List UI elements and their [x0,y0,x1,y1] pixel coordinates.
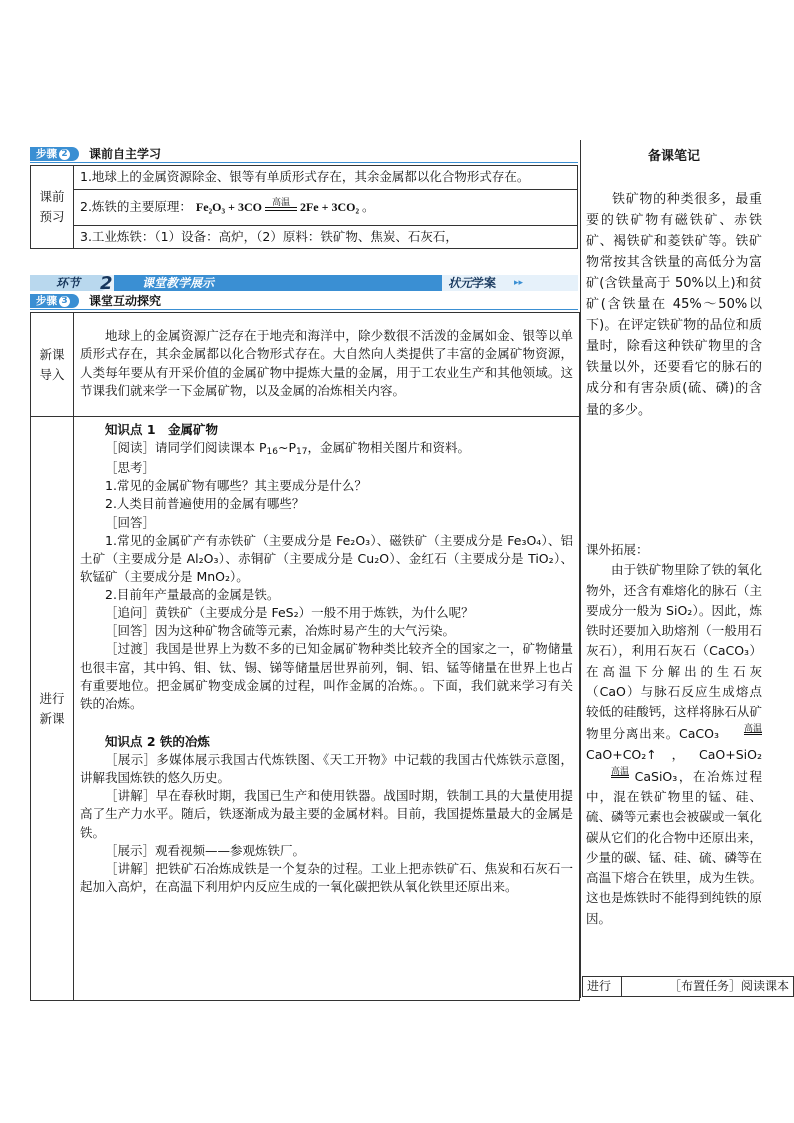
iron-smelting-equation: Fe₂O₃ + 3CO 高温 2Fe + 3CO₂ [195,197,360,214]
notes-paragraph: 铁矿物的种类很多，最重要的铁矿物有磁铁矿、赤铁矿、褐铁矿和菱铁矿等。铁矿物常按其含铁量的高低分为富矿(含铁量高于 50%以上)和贫矿(含铁量在 45%～50%以下)。在评定铁矿物的品位和质量时，除看这种铁矿物里的含铁量以外，还要看它的脉石的成分和有害杂质(硫、磷)的含量的多少。 [586,192,762,418]
explain-2: ［讲解］把铁矿石冶炼成铁是一个复杂的过程。工业上把赤铁矿石、焦炭和石灰石一起加入高炉，在高温下利用炉内反应生成的一氧化碳把铁从氧化铁里还原出来。 [80,860,573,894]
notes-title: 备课笔记 [647,149,700,164]
follow-up-answer: ［回答］因为这种矿物含硫等元素，冶炼时易产生的大气污染。 [105,623,456,639]
main-label: 进行新课 [31,417,74,1001]
step-title: 课堂互动探究 [88,294,161,308]
next-section-strip [582,976,794,997]
section-banner: 环节 2 课堂教学展示 状元学案 ▸▸ [30,275,578,291]
show-2: ［展示］观看视频——参观炼铁厂。 [105,842,306,858]
lesson-table [30,312,580,1001]
next-text: ［布置任务］阅读课本 [622,977,794,997]
extension-text: 由于铁矿物里除了铁的氧化物外，还含有难熔化的脉石（主要成分一般为 SiO₂）。因此，炼铁时还要加入助熔剂（一般用石灰石），利用石灰石（CaCO₃）在高温下分解出的生石灰（CaO）与脉石反应生成熔点较低的硅酸钙，这样将脉石从矿物里分离出来。CaCO₃ 高温 CaO+CO₂↑，CaO+SiO₂高温 CaSiO₃，在冶炼过程中，混在铁矿物里的锰、硅、硫、磷等元素也会被碳或一氧化碳从它们的化合物中还原出来，少量的碳、锰、硅、硫、磷等在高温下熔合在铁里，成为生铁。这也是炼铁时不能得到纯铁的原因。 [586,562,762,926]
question-2: 2.人类目前普遍使用的金属有哪些？ [105,496,305,512]
preview-row-3: 3.工业炼铁：（1）设备：高炉，（2）原料：铁矿物、焦炭、石灰石， [74,226,578,249]
extension-title: 课外拓展： [586,542,649,557]
banner-title: 课堂教学展示 [114,275,442,291]
kp2-title: 知识点 2 铁的冶炼 [105,733,210,749]
preview-label: 课前预习 [31,166,74,249]
extension-notes [586,540,762,929]
lesson-notes [586,146,762,421]
intro-text: 地球上的金属资源广泛存在于地壳和海洋中，除少数很不活泼的金属如金、银等以单质形式存在，其余金属都以化合物形式存在。大自然向人类提供了丰富的金属矿物资源，人类每年要从有开采价值的金属矿物中提炼大量的金属，用于工农业生产和其他领域。这节课我们就来学一下金属矿物，以及金属的冶炼相关内容。 [74,313,580,417]
answer-label: ［回答］ [105,514,156,530]
explain-1: ［讲解］早在春秋时期，我国已生产和使用铁器。战国时期，铁制工具的大量使用提高了生产力水平。随后，铁逐渐成为最主要的金属材料。目前，我国提炼量最大的金属是铁。 [80,788,573,840]
question-1: 1.常见的金属矿物有哪些？其主要成分是什么？ [105,478,367,494]
follow-up: ［追问］黄铁矿（主要成分是 FeS₂）一般不用于炼铁，为什么呢？ [105,605,474,621]
read-line: ［阅读］请同学们阅读课本 $P_{16}\sim P_{17}$，金属矿物相关图片和资料。 [105,440,470,458]
step-pill: 步骤 2 [30,147,79,161]
intro-label: 新课导入 [31,313,74,417]
next-label: 进行 [583,977,622,997]
kp1-title: 知识点 1 金属矿物 [105,422,219,437]
step-3-header [30,294,578,308]
main-content [74,417,580,1001]
preview-row-2: 2.炼铁的主要原理： Fe₂O₃ + 3CO 高温 2Fe + 3CO₂ 。 [74,190,578,226]
answer-1: 1.常见的金属矿产有赤铁矿（主要成分是 Fe₂O₃）、磁铁矿（主要成分是 Fe₃O₄）、铝土矿（主要成分是 Al₂O₃）、赤铜矿（主要成分是 Cu₂O）、金红石（主要成分是 TiO₂）、软锰矿（主要成分是 MnO₂）。 [80,532,573,584]
preview-row-1: 1.地球上的金属资源除金、银等有单质形式存在，其余金属都以化合物形式存在。 [74,166,578,190]
transition: ［过渡］我国是世界上为数不多的已知金属矿物种类比较齐全的国家之一，矿物储量也很丰富，其中钨、钼、钛、锡、锑等储量居世界前列，铜、铝、锰等储量在世界上也占有重要地位。把金属矿物变成金属的过程，叫作金属的冶炼。。下面，我们就来学习有关铁的冶炼。 [80,641,573,711]
step-title: 课前自主学习 [88,147,161,161]
show-1: ［展示］多媒体展示我国古代炼铁图、《天工开物》中记载的我国古代炼铁示意图，讲解我国炼铁的悠久历史。 [80,752,573,786]
step-pill: 步骤 3 [30,294,79,308]
banner-brand: 状元学案 [448,276,497,290]
arrows-icon: ▸▸ [514,278,524,288]
answer-2: 2.目前年产量最高的金属是铁。 [105,587,280,603]
preview-table [30,165,578,249]
step-2-header [30,147,578,161]
think-label: ［思考］ [105,460,156,476]
